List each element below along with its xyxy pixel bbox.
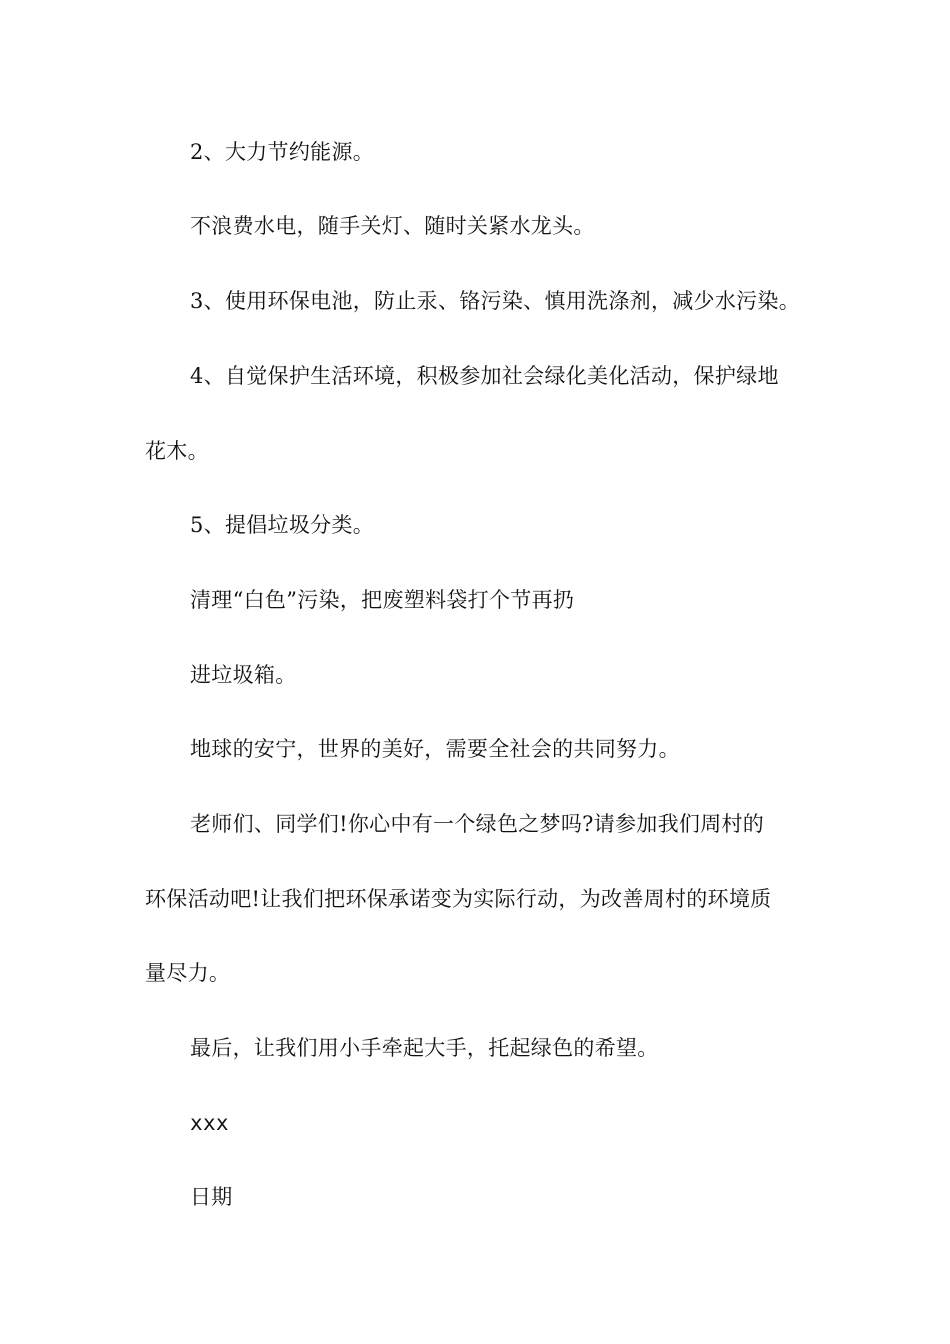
paragraph-protect-environment: 4、自觉保护生活环境，积极参加社会绿化美化活动，保护绿地: [190, 364, 779, 388]
paragraph-garbage-sorting: 5、提倡垃圾分类。: [190, 513, 375, 537]
paragraph-eco-batteries: 3、使用环保电池，防止汞、铬污染、慎用洗涤剂，减少水污染。: [190, 289, 801, 313]
paragraph-closing: 最后，让我们用小手牵起大手，托起绿色的希望。: [190, 1036, 659, 1060]
paragraph-protect-environment-cont: 花木。: [145, 439, 209, 463]
paragraph-white-pollution: 清理“白色”污染，把废塑料袋打个节再扔: [190, 588, 575, 612]
paragraph-appeal-cont-1: 环保活动吧!让我们把环保承诺变为实际行动，为改善周村的环境质: [145, 887, 772, 911]
paragraph-save-water-electricity: 不浪费水电，随手关灯、随时关紧水龙头。: [190, 214, 595, 238]
paragraph-energy-heading: 2、大力节约能源。: [190, 140, 375, 164]
paragraph-earth-peace: 地球的安宁，世界的美好，需要全社会的共同努力。: [190, 737, 680, 761]
signature-date: 日期: [190, 1185, 233, 1209]
paragraph-appeal: 老师们、同学们!你心中有一个绿色之梦吗?请参加我们周村的: [190, 812, 765, 836]
paragraph-white-pollution-cont: 进垃圾箱。: [190, 663, 297, 687]
paragraph-appeal-cont-2: 量尽力。: [145, 961, 231, 985]
signature-name: xxx: [190, 1111, 229, 1135]
